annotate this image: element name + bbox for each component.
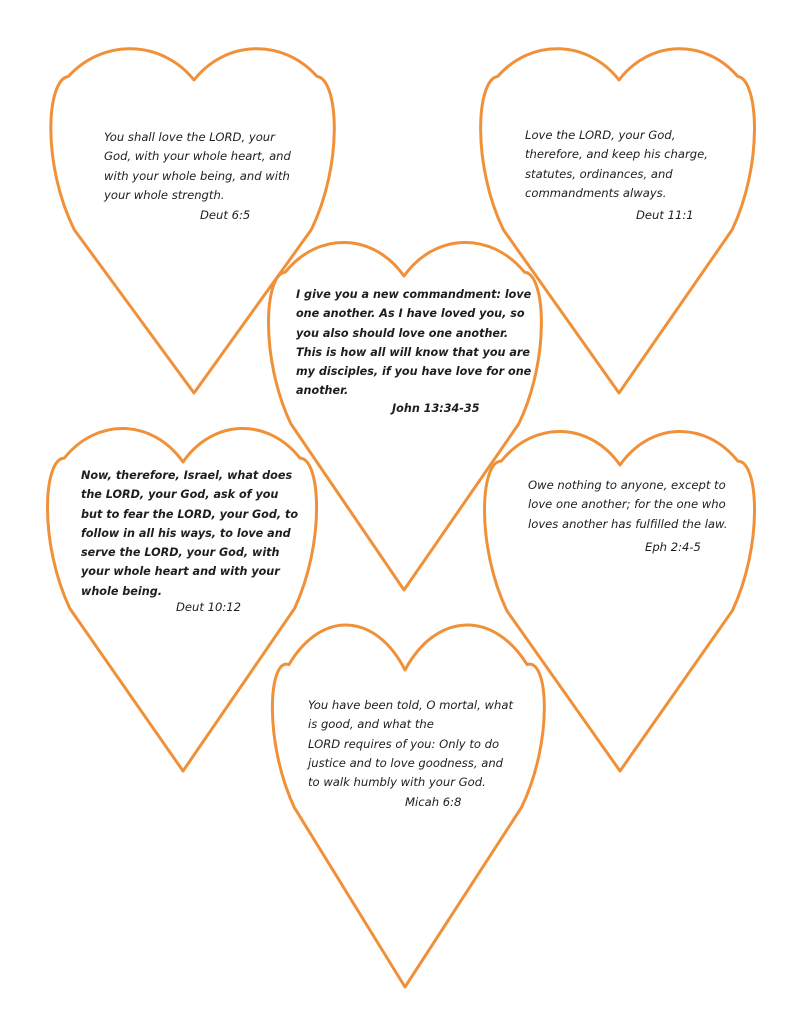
heart-5-reference: Eph 2:4-5 (645, 540, 701, 554)
heart-6-verse: You have been told, O mortal, what is good, and what the LORD requires of you: Only to do justice and to love goodness, and to walk humbly with your God. (308, 698, 514, 790)
heart-1-reference: Deut 6:5 (200, 208, 251, 222)
heart-5-verse: Owe nothing to anyone, except to love one another; for the one who loves another has fulfilled the law. (528, 478, 728, 531)
heart-6-reference: Micah 6:8 (405, 795, 462, 809)
heart-3-reference: John 13:34-35 (392, 402, 480, 415)
heart-4-verse: Now, therefore, Israel, what does the LORD, your God, ask of you but to fear the LORD, your God, to follow in all his ways, to love and serve the LORD, your God, with your whole heart and with your whole being. (81, 469, 299, 598)
heart-1-verse: You shall love the LORD, your God, with your whole heart, and with your whole being, and with your whole strength. (104, 130, 291, 202)
heart-4-reference: Deut 10:12 (176, 600, 242, 614)
heart-1-outline (51, 49, 334, 393)
heart-2-verse: Love the LORD, your God, therefore, and keep his charge, statutes, ordinances, and commandments always. (525, 128, 708, 200)
heart-2-reference: Deut 11:1 (636, 208, 694, 222)
heart-3-verse: I give you a new commandment: love one another. As I have loved you, so you also should love one another. This is how all will know that you are my disciples, if you have love for one another. (296, 288, 532, 398)
